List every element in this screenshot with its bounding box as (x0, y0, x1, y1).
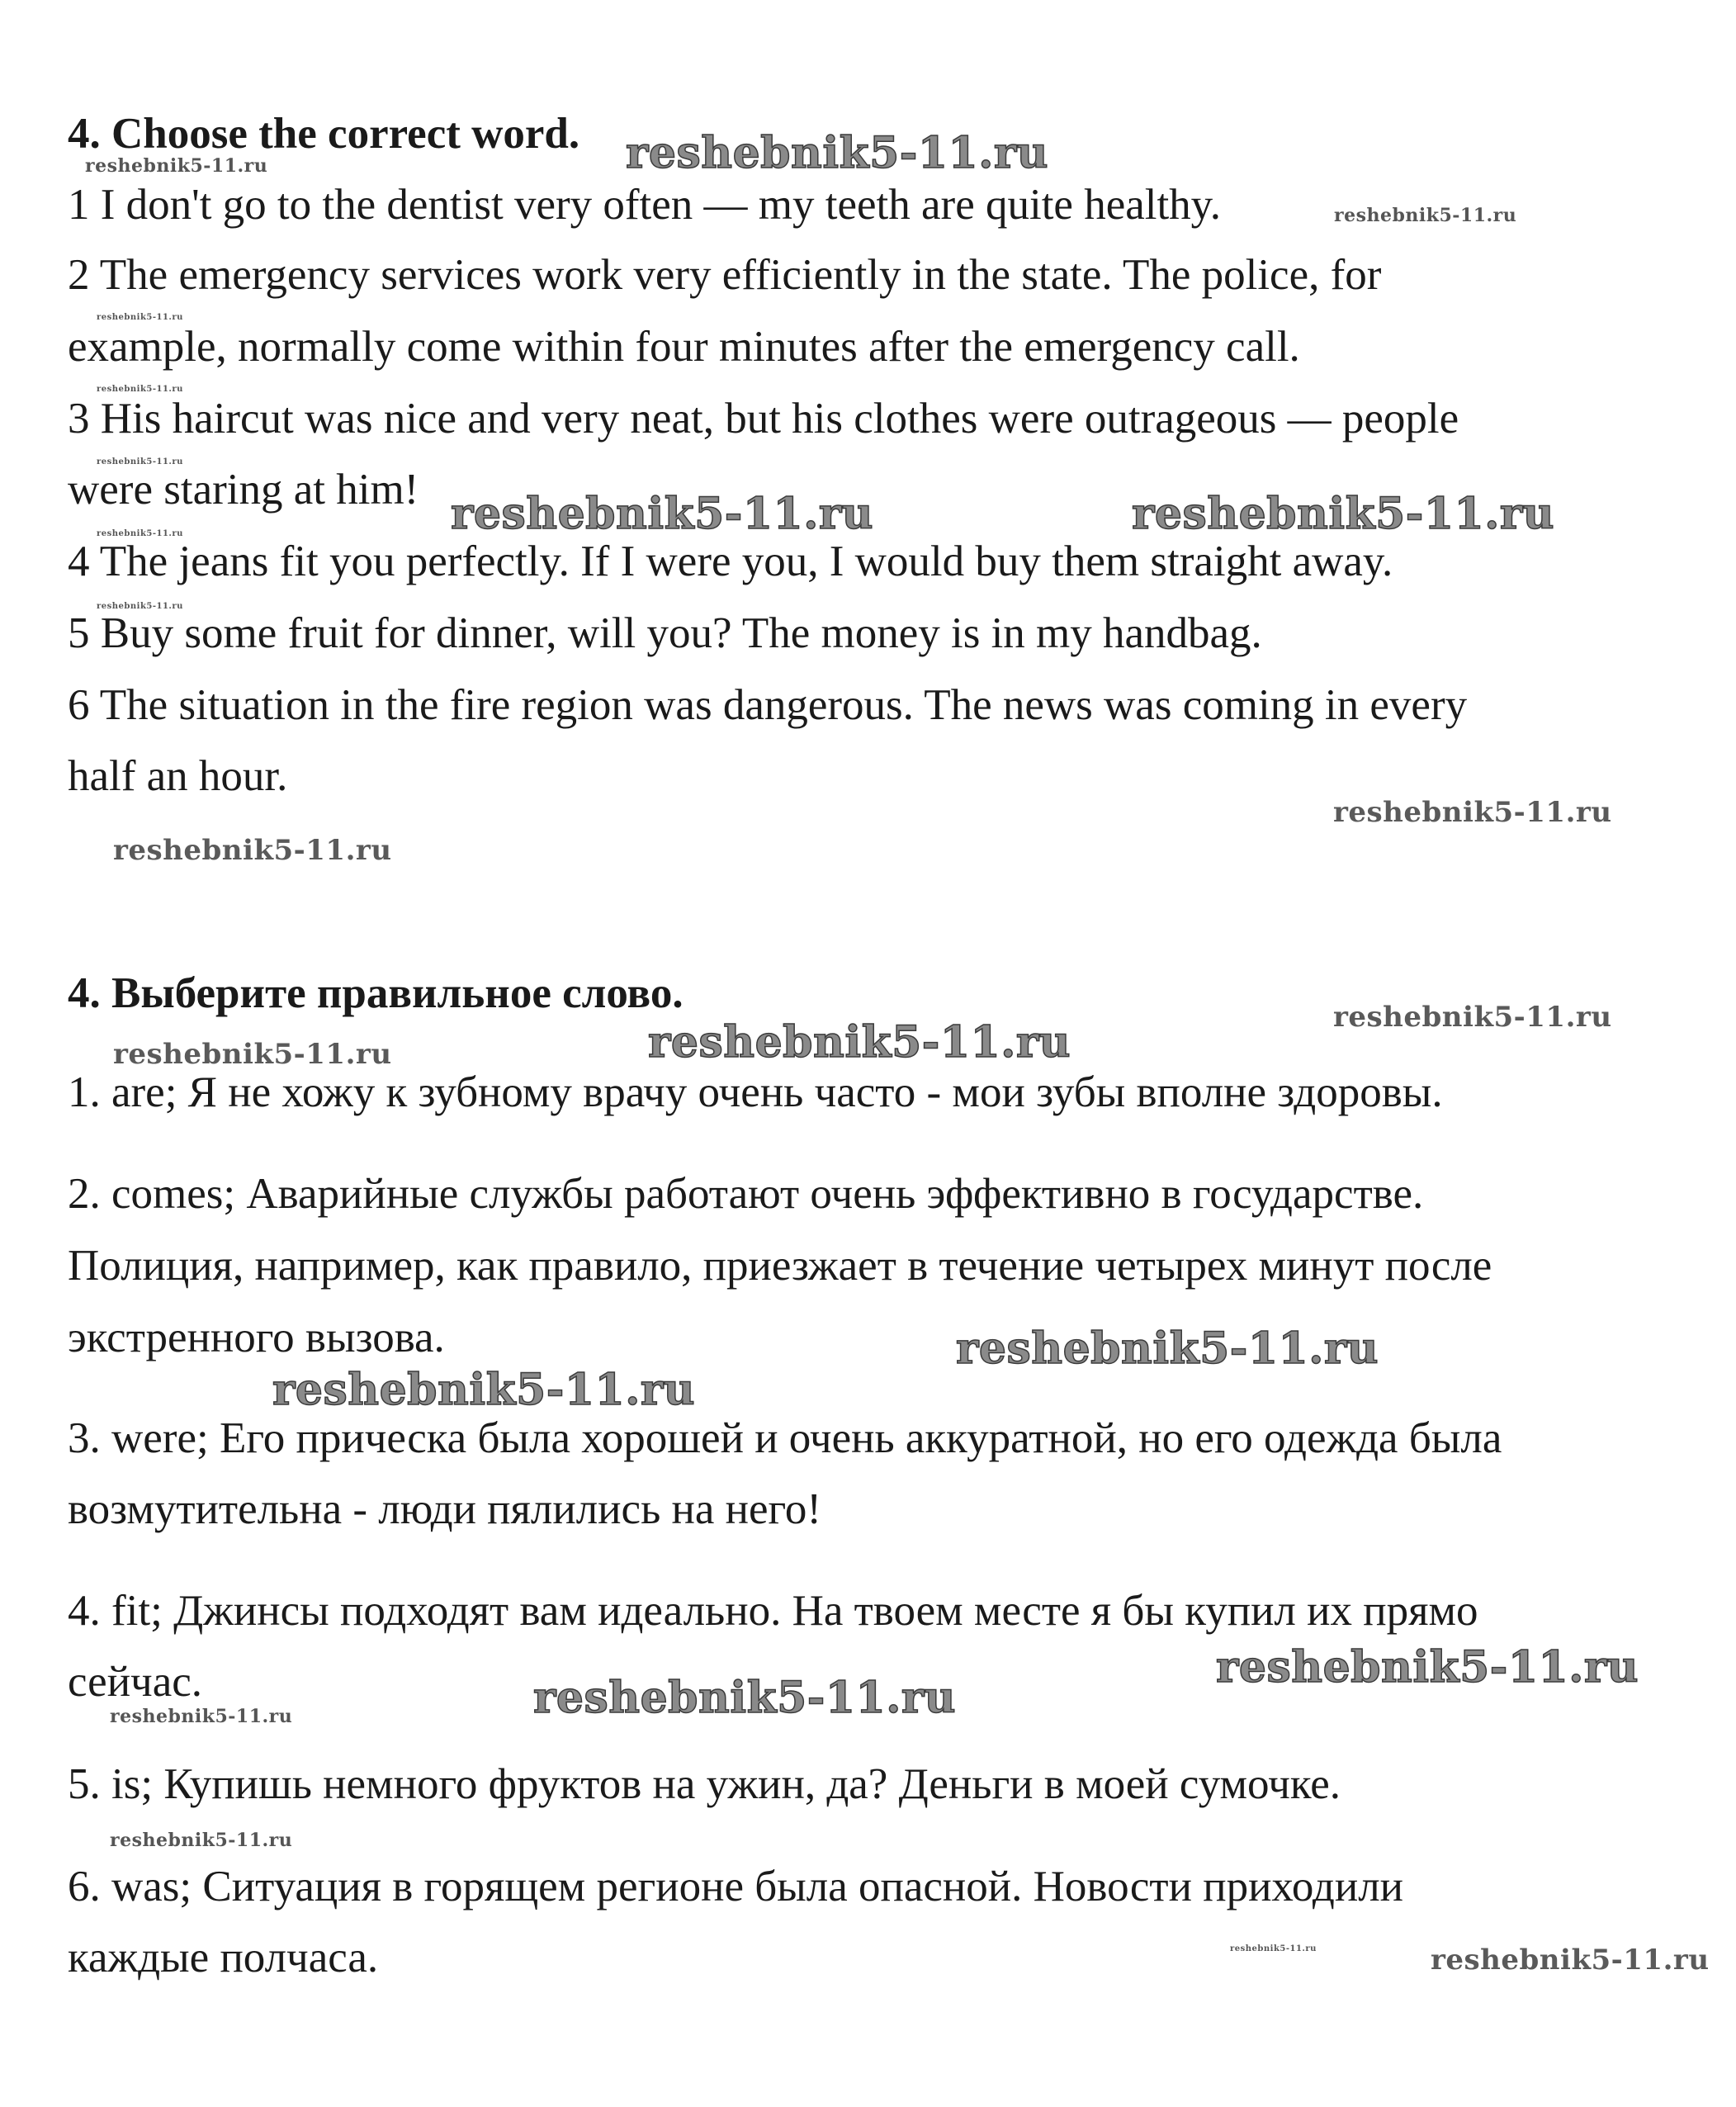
watermark: reshebnik5-11.ru (97, 457, 183, 466)
russian-line-8: сейчас. (68, 1658, 203, 1706)
watermark: reshebnik5-11.ru (451, 489, 874, 539)
russian-line-4: экстренного вызова. (68, 1314, 445, 1361)
watermark: reshebnik5-11.ru (1132, 489, 1555, 539)
watermark: reshebnik5-11.ru (648, 1017, 1071, 1068)
russian-line-2: 2. comes; Аварийные службы работают очень эффективно в государстве. (68, 1170, 1424, 1218)
watermark: reshebnik5-11.ru (1216, 1642, 1639, 1693)
watermark: reshebnik5-11.ru (113, 1038, 392, 1071)
watermark: reshebnik5-11.ru (110, 1830, 293, 1851)
english-line-9: half an hour. (68, 752, 288, 800)
watermark: reshebnik5-11.ru (956, 1323, 1379, 1374)
russian-line-11: каждые полчаса. (68, 1934, 379, 1982)
watermark: reshebnik5-11.ru (1333, 1001, 1612, 1034)
english-line-3: example, normally come within four minutes after the emergency call. (68, 323, 1300, 371)
english-line-7: 5 Buy some fruit for dinner, will you? The money is in my handbag. (68, 609, 1262, 657)
russian-line-10: 6. was; Ситуация в горящем регионе была опасной. Новости приходили (68, 1863, 1404, 1911)
watermark: reshebnik5-11.ru (1333, 796, 1612, 829)
russian-line-6: возмутительна - люди пялились на него! (68, 1485, 822, 1533)
watermark: reshebnik5-11.ru (97, 313, 183, 322)
watermark: reshebnik5-11.ru (626, 128, 1049, 178)
watermark: reshebnik5-11.ru (97, 529, 183, 538)
english-heading: 4. Choose the correct word. (68, 110, 580, 158)
watermark: reshebnik5-11.ru (533, 1673, 957, 1723)
russian-line-3: Полиция, например, как правило, приезжает в течение четырех минут после (68, 1242, 1492, 1290)
russian-heading: 4. Выберите правильное слово. (68, 969, 684, 1017)
english-line-1: 1 I don't go to the dentist very often — my teeth are quite healthy. (68, 181, 1221, 229)
russian-line-1: 1. are; Я не хожу к зубному врачу очень часто - мои зубы вполне здоровы. (68, 1068, 1443, 1116)
watermark: reshebnik5-11.ru (110, 1706, 293, 1727)
english-line-4: 3 His haircut was nice and very neat, but his clothes were outrageous — people (68, 395, 1459, 443)
russian-line-9: 5. is; Купишь немного фруктов на ужин, да? Деньги в моей сумочке. (68, 1760, 1341, 1808)
watermark: reshebnik5-11.ru (1334, 205, 1517, 226)
english-line-2: 2 The emergency services work very efficiently in the state. The police, for (68, 251, 1382, 299)
watermark: reshebnik5-11.ru (1431, 1944, 1710, 1977)
english-line-8: 6 The situation in the fire region was dangerous. The news was coming in every (68, 681, 1468, 729)
watermark: reshebnik5-11.ru (272, 1365, 696, 1415)
watermark: reshebnik5-11.ru (97, 602, 183, 611)
english-line-5: were staring at him! (68, 466, 419, 514)
russian-line-5: 3. were; Его прическа была хорошей и очень аккуратной, но его одежда была (68, 1414, 1502, 1462)
watermark: reshebnik5-11.ru (1230, 1944, 1317, 1953)
russian-line-7: 4. fit; Джинсы подходят вам идеально. На твоем месте я бы купил их прямо (68, 1587, 1478, 1635)
watermark: reshebnik5-11.ru (85, 155, 268, 177)
watermark: reshebnik5-11.ru (97, 385, 183, 394)
english-line-6: 4 The jeans fit you perfectly. If I were you, I would buy them straight away. (68, 537, 1393, 585)
watermark: reshebnik5-11.ru (113, 834, 392, 867)
